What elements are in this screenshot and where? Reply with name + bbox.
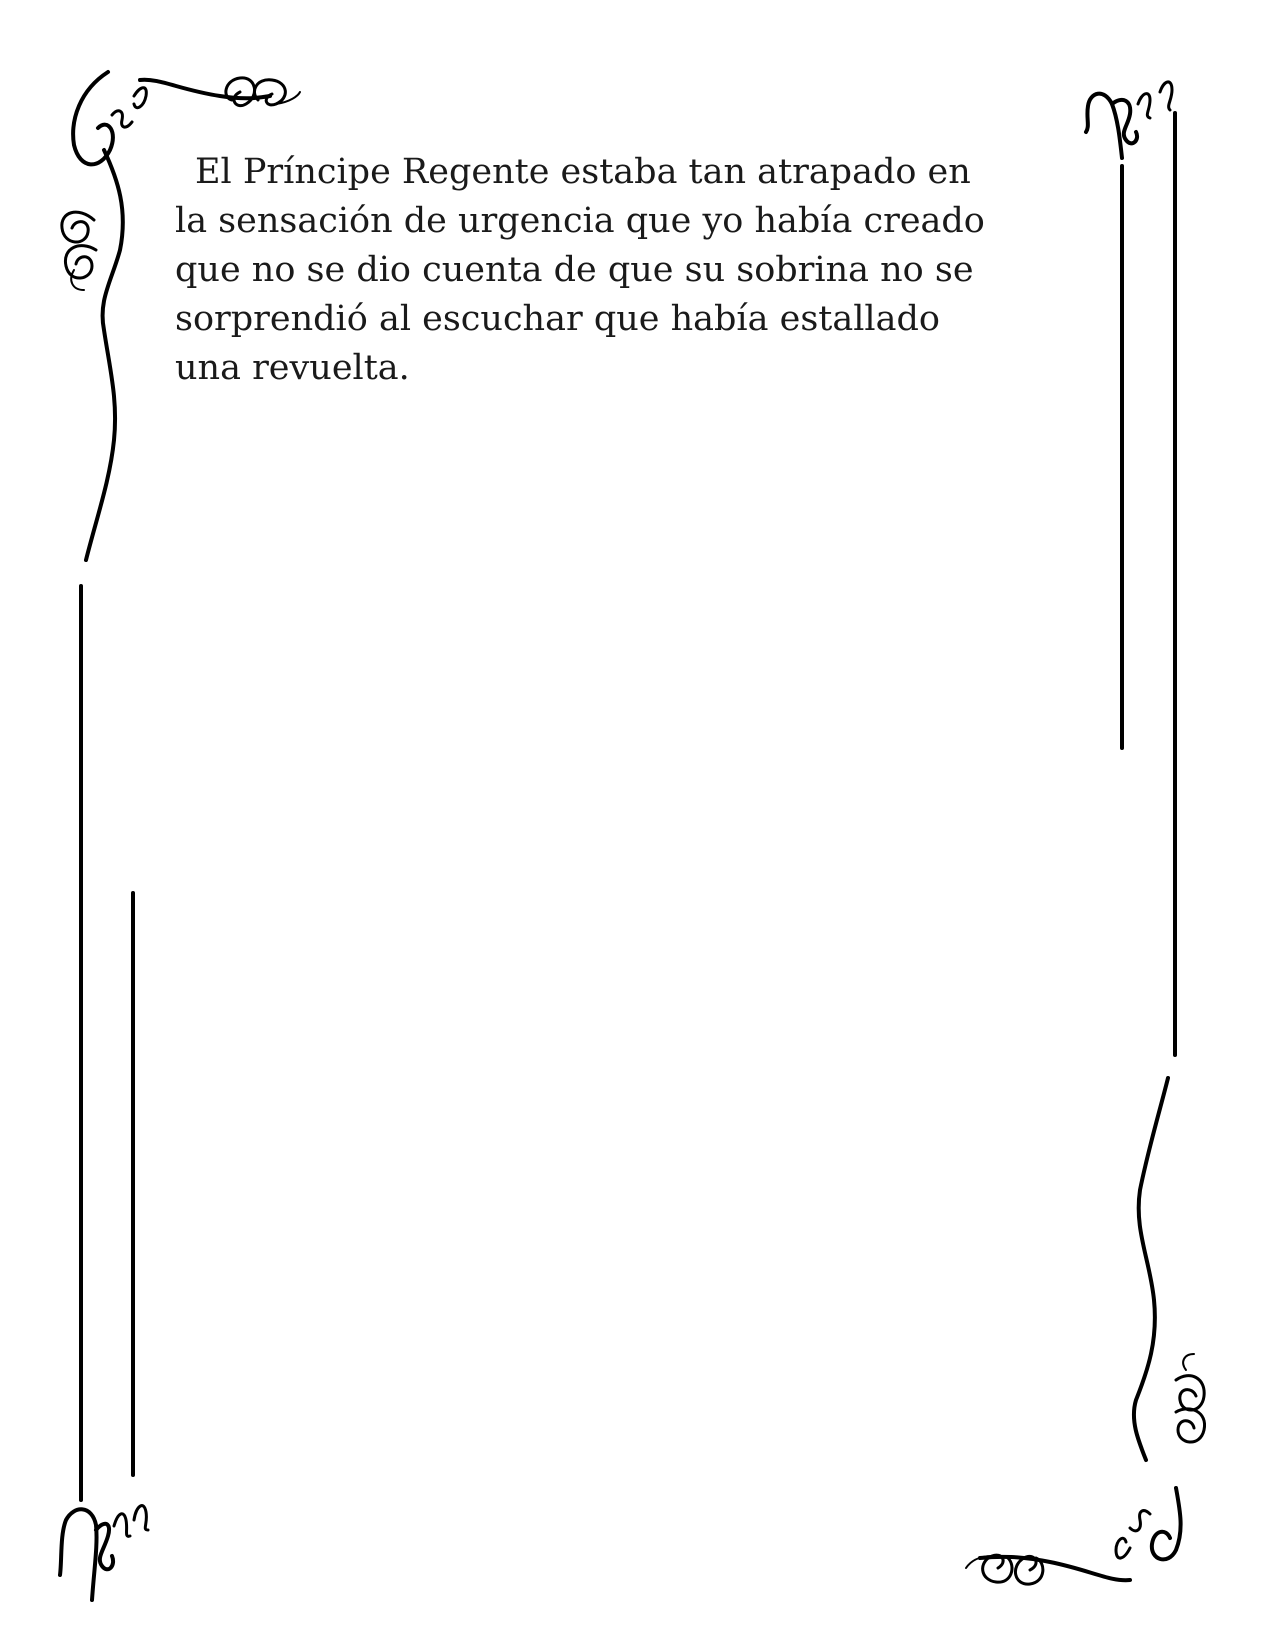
paragraph-line: sorprendió al escuchar que había estallado <box>175 299 940 339</box>
paragraph-line: El Príncipe Regente estaba tan atrapado en <box>195 152 971 192</box>
paragraph-line: que no se dio cuenta de que su sobrina no se <box>175 250 974 290</box>
top-right-flourish-icon <box>1086 82 1172 158</box>
body-paragraph <box>175 148 1055 393</box>
paragraph-line: una revuelta. <box>175 348 410 388</box>
paragraph-line: la sensación de urgencia que yo había creado <box>175 201 985 241</box>
bottom-left-flourish-icon <box>60 1506 148 1600</box>
bottom-right-flourish-icon <box>966 1078 1205 1584</box>
